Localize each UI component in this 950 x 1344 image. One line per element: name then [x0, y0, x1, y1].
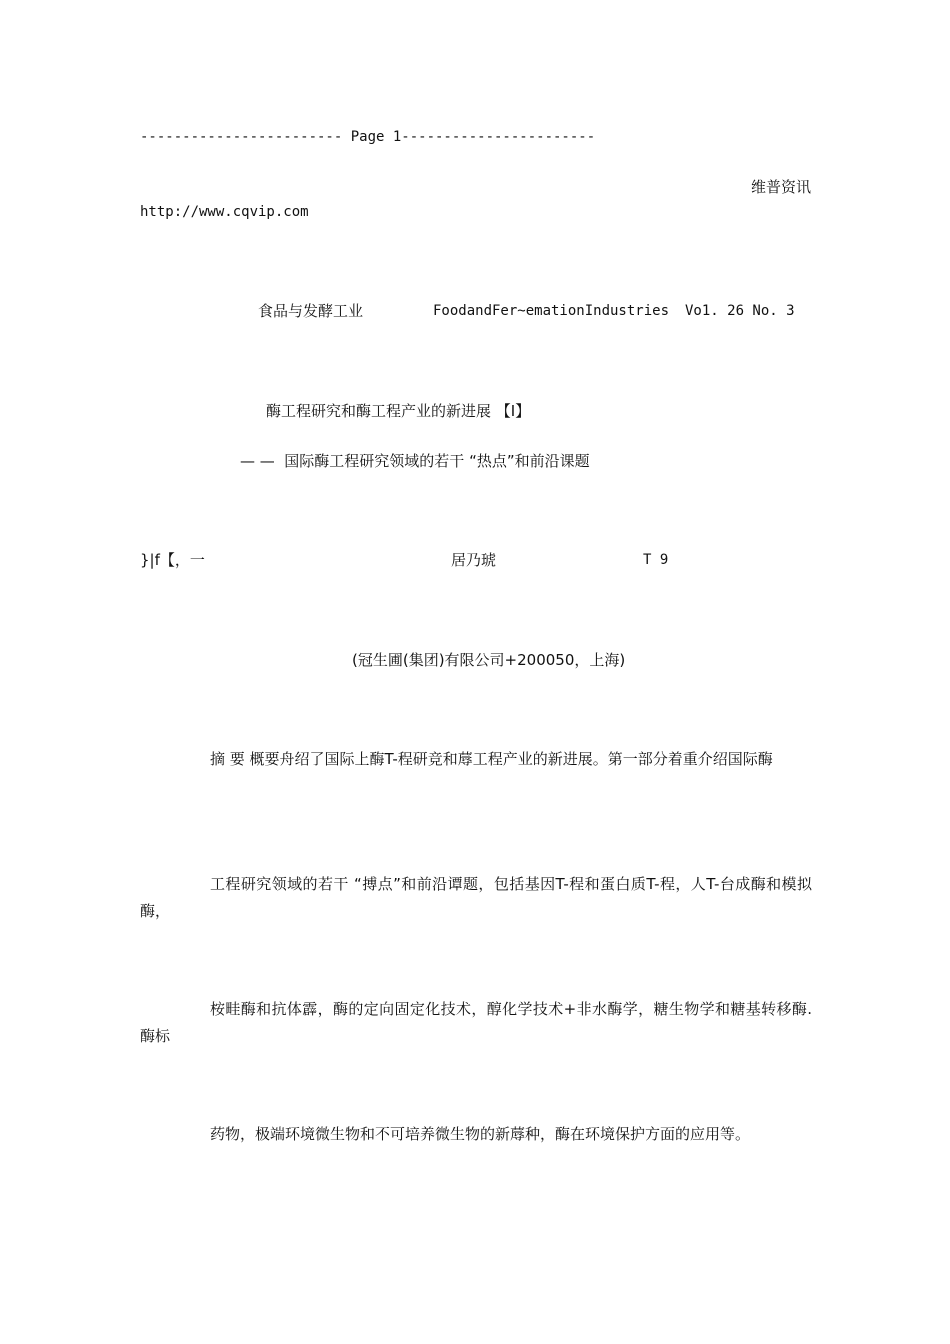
author-line-right: T 9 — [643, 552, 669, 568]
abstract-paragraph: 摘 要 概要舟绍了国际上酶T-程研竞和蓐工程产业的新进展。第一部分着重介绍国际酶 — [210, 750, 773, 768]
journal-name-en: FoodandFer~emationIndustries — [433, 303, 670, 319]
author-name: 居乃琥 — [451, 551, 497, 569]
source-url: http://www.cqvip.com — [140, 204, 309, 220]
journal-volume: Vo1. 26 No. 3 — [685, 303, 795, 319]
article-subtitle: — — 国际酶工程研究领域的若干 “热点”和前沿课题 — [240, 452, 590, 470]
article-title: 酶工程研究和酶工程产业的新进展 【I】 — [266, 402, 531, 420]
abstract-paragraph: 工程研究领域的若干 “搏点”和前沿谭题，包括基因T-程和蛋白质T-程，人T-台成酶和模拟酶， — [140, 875, 812, 920]
source-name: 维普资讯 — [750, 178, 811, 196]
abstract-paragraph: 药物，极端环境微生物和不可培养微生物的新蓐种，酶在环境保护方面的应用等。 — [210, 1125, 751, 1143]
affiliation: (冠生圃(集团)有限公司+200050，上海) — [352, 651, 626, 669]
page-marker: ------------------------ Page 1----------------------- — [140, 129, 596, 145]
author-line-left: }|f【，一 — [140, 551, 205, 569]
journal-name-cn: 食品与发酵工业 — [258, 302, 364, 320]
abstract-paragraph: 桉畦酶和抗体霹，酶的定向固定化技术，醇化学技术+非水酶学，糖生物学和糖基转移酶. 酶标 — [140, 1000, 812, 1045]
